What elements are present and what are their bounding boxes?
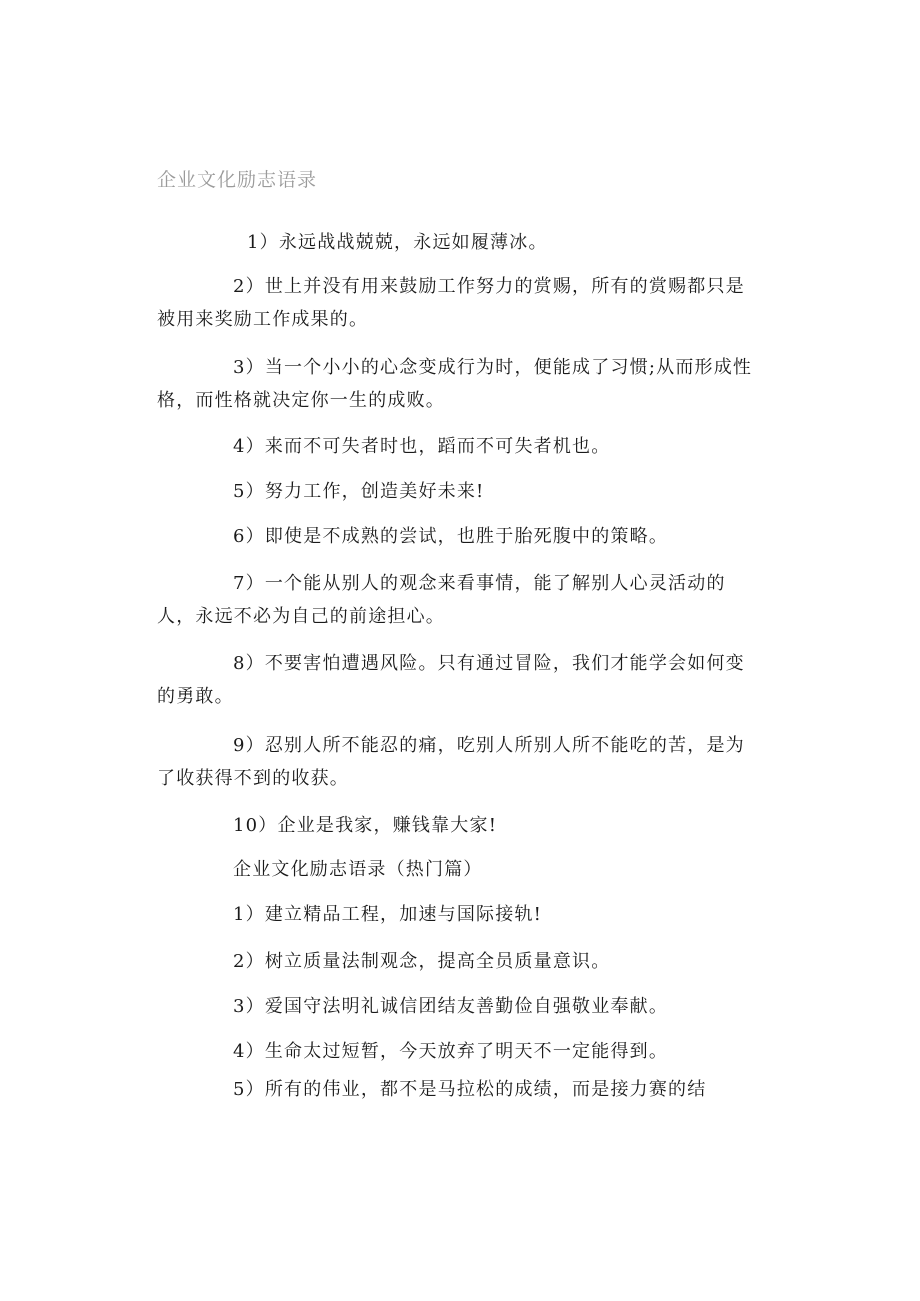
section-paragraph-5: 5）所有的伟业，都不是马拉松的成绩，而是接力赛的结 xyxy=(233,1079,707,1100)
section-heading: 企业文化励志语录（热门篇） xyxy=(233,859,483,880)
paragraph-7: 7）一个能从别人的观念来看事情，能了解别人心灵活动的人，永远不必为自己的前途担心。 xyxy=(157,573,726,627)
paragraph-3: 3）当一个小小的心念变成行为时，便能成了习惯;从而形成性格，而性格就决定你一生的成败。 xyxy=(157,357,753,411)
paragraph-6: 6）即使是不成熟的尝试，也胜于胎死腹中的策略。 xyxy=(233,526,669,547)
paragraph-8: 8）不要害怕遭遇风险。只有通过冒险，我们才能学会如何变的勇敢。 xyxy=(157,653,745,707)
paragraph-4: 4）来而不可失者时也，蹈而不可失者机也。 xyxy=(233,436,611,457)
section-paragraph-2: 2）树立质量法制观念，提高全员质量意识。 xyxy=(233,951,611,972)
document-title: 企业文化励志语录 xyxy=(157,169,318,191)
paragraph-5: 5）努力工作，创造美好未来! xyxy=(233,481,485,502)
section-paragraph-4: 4）生命太过短暂，今天放弃了明天不一定能得到。 xyxy=(233,1041,669,1062)
paragraph-1: 1）永远战战兢兢，永远如履薄冰。 xyxy=(247,232,548,253)
section-paragraph-3: 3）爱国守法明礼诚信团结友善勤俭自强敬业奉献。 xyxy=(233,996,669,1017)
paragraph-9: 9）忍别人所不能忍的痛，吃别人所别人所不能吃的苦，是为了收获得不到的收获。 xyxy=(157,735,745,789)
paragraph-2: 2）世上并没有用来鼓励工作努力的赏赐，所有的赏赐都只是被用来奖励工作成果的。 xyxy=(157,276,745,330)
section-paragraph-1: 1）建立精品工程，加速与国际接轨! xyxy=(233,904,543,925)
paragraph-10: 10）企业是我家，赚钱靠大家! xyxy=(233,815,498,836)
